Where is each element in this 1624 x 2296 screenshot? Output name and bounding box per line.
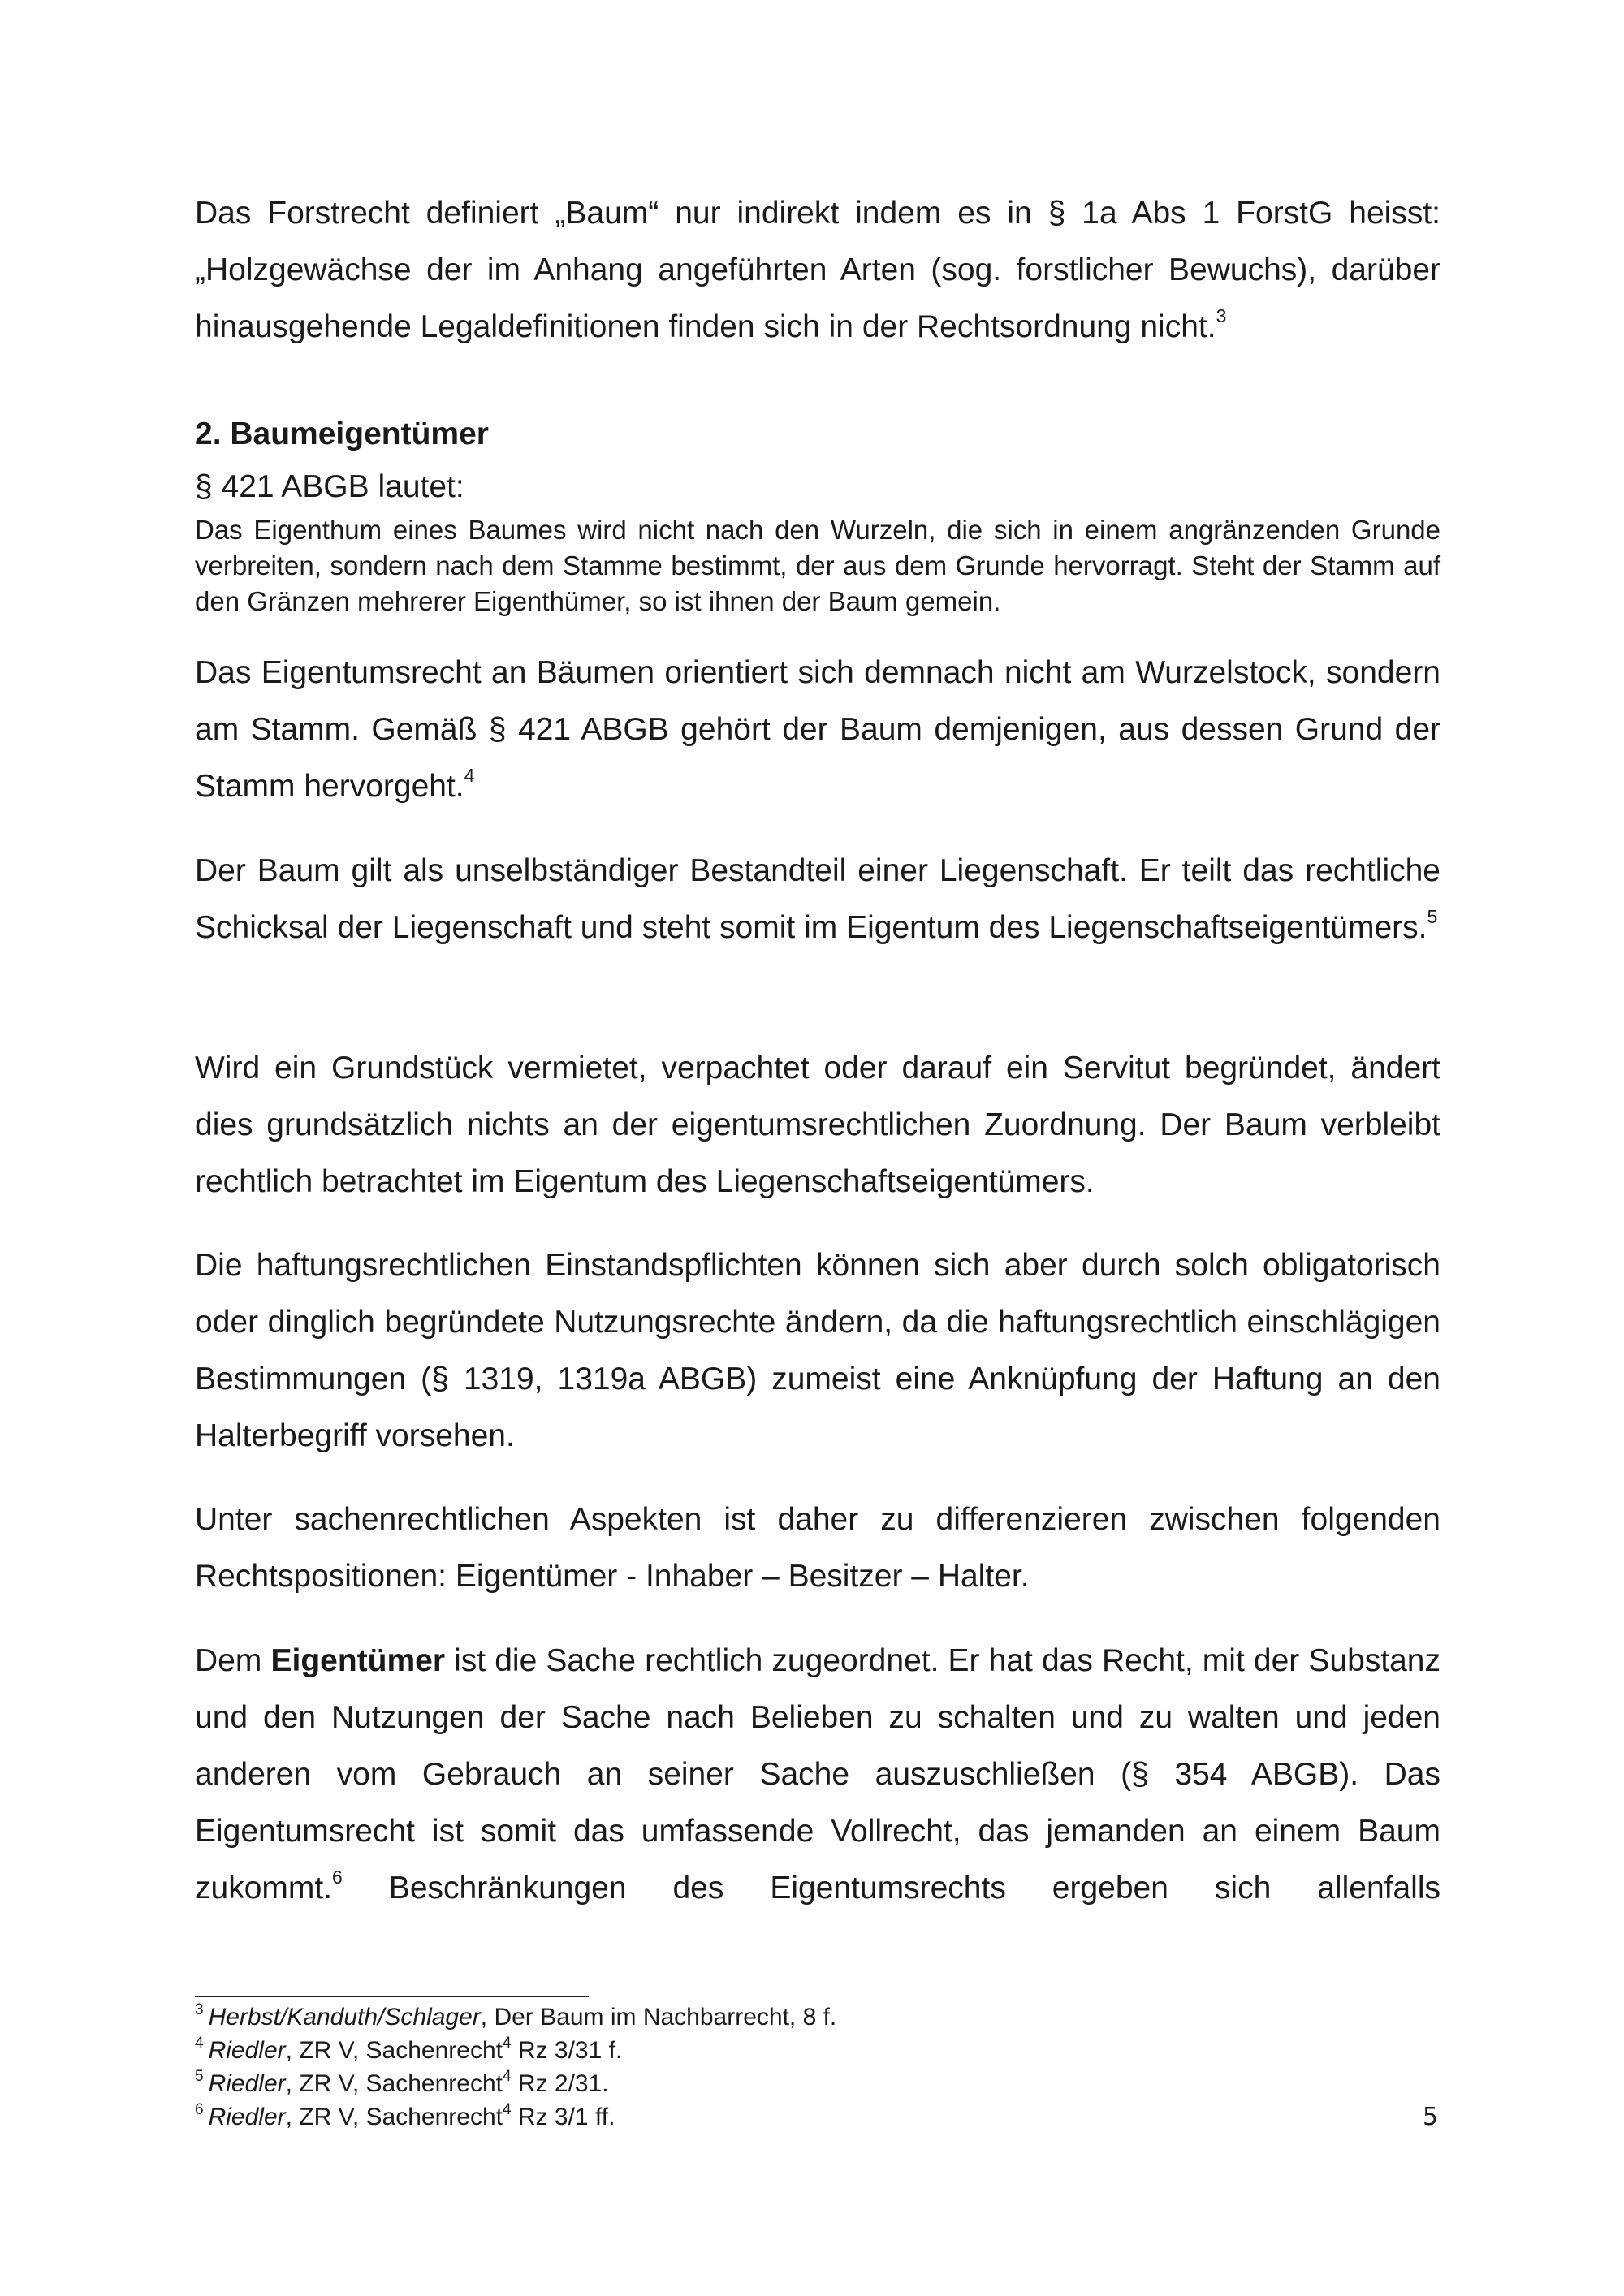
paragraph-4-text: Die haftungsrechtlichen Einstandspflichten können sich aber durch solch obligatorisch oder dinglich begründete Nutzungsrechte ändern, da die haftungsrechtlich einschlägigen Bestimmungen (§ 1319, 1319a ABGB) zumeist eine Anknüpfung der Haftung an den Halterbegriff vorsehen. bbox=[195, 1248, 1440, 1453]
intro-paragraph bbox=[195, 185, 1440, 356]
footnote-edition: 4 bbox=[503, 2068, 512, 2085]
footnote-ref-5[interactable]: 5 bbox=[1427, 906, 1438, 927]
footnote-locator: Rz 3/31 f. bbox=[511, 2037, 623, 2064]
footnote-6 bbox=[195, 2102, 1169, 2135]
footnote-ref-3[interactable]: 3 bbox=[1216, 305, 1227, 326]
footnote-number: 4 bbox=[195, 2035, 204, 2052]
footnote-source: , ZR V, Sachenrecht bbox=[285, 2070, 503, 2097]
paragraph-1-text bbox=[195, 645, 1440, 815]
footnote-5 bbox=[195, 2069, 1169, 2102]
footnote-edition: 4 bbox=[503, 2035, 512, 2052]
footnote-ref-6[interactable]: 6 bbox=[332, 1867, 343, 1888]
paragraph-4 bbox=[195, 1237, 1440, 1465]
paragraph-2 bbox=[195, 843, 1440, 956]
intro-line-3-text: hinausgehende Legaldefinitionen finden sich in der Rechtsordnung nicht. bbox=[195, 309, 1216, 344]
footnote-number: 6 bbox=[195, 2101, 204, 2118]
section-heading: 2. Baumeigentümer bbox=[195, 416, 489, 451]
footnote-author: Riedler bbox=[208, 2037, 286, 2064]
paragraph-2-body: Der Baum gilt als unselbständiger Bestandteil einer Liegenschaft. Er teilt das rechtliche Schicksal der Liegenschaft und steht somit im Eigentum des Liegenschaftseigentümers. bbox=[195, 853, 1440, 945]
footnote-source: , ZR V, Sachenrecht bbox=[285, 2104, 503, 2130]
footnote-edition: 4 bbox=[503, 2101, 512, 2118]
paragraph-2-text bbox=[195, 843, 1440, 956]
footnote-3 bbox=[195, 2002, 1169, 2035]
law-intro: § 421 ABGB lautet: bbox=[195, 469, 464, 504]
footnote-locator: Rz 2/31. bbox=[511, 2070, 609, 2097]
paragraph-5-text: Unter sachenrechtlichen Aspekten ist daher zu differenzieren zwischen folgenden Rechtspositionen: Eigentümer - Inhaber – Besitzer – Halter. bbox=[195, 1502, 1440, 1594]
footnote-source: , ZR V, Sachenrecht bbox=[285, 2037, 503, 2064]
law-quote: Das Eigenthum eines Baumes wird nicht nach den Wurzeln, die sich in einem angränzenden Grunde verbreiten, sondern nach dem Stamme bestimmt, der aus dem Grunde hervorragt. Steht der Stamm auf den Gränzen mehrerer Eigenthümer, so ist ihnen der Baum gemein. bbox=[195, 515, 1440, 616]
paragraph-6-lead: Dem bbox=[195, 1643, 271, 1678]
footnote-author: Herbst/Kanduth/Schlager bbox=[208, 2004, 481, 2031]
footnote-author: Riedler bbox=[208, 2104, 286, 2130]
paragraph-3 bbox=[195, 1040, 1440, 1211]
intro-line-1: Das Forstrecht definiert „Baum“ nur indirekt indem es in § 1a Abs 1 ForstG heisst: bbox=[195, 196, 1440, 231]
paragraph-5 bbox=[195, 1491, 1440, 1605]
intro-line-2: „Holzgewächse der im Anhang angeführten Arten (sog. forstlicher Bewuchs), darüber bbox=[195, 252, 1440, 287]
footnote-source: , Der Baum im Nachbarrecht, 8 f. bbox=[480, 2004, 837, 2031]
page-number: 5 bbox=[1423, 2103, 1439, 2131]
footnote-number: 5 bbox=[195, 2068, 204, 2085]
footnote-number: 3 bbox=[195, 2001, 204, 2018]
section-2 bbox=[195, 410, 1440, 619]
intro-line-3 bbox=[195, 299, 1440, 356]
paragraph-6-body-b: Beschränkungen des Eigentumsrechts ergeben sich allenfalls bbox=[342, 1871, 1440, 1905]
footnotes bbox=[195, 2002, 1169, 2135]
paragraph-1-body: Das Eigentumsrecht an Bäumen orientiert sich demnach nicht am Wurzelstock, sondern am Stamm. Gemäß § 421 ABGB gehört der Baum demjenigen, aus dessen Grund der Stamm hervorgeht. bbox=[195, 655, 1440, 804]
paragraph-1 bbox=[195, 645, 1440, 815]
footnote-locator: Rz 3/1 ff. bbox=[511, 2104, 615, 2130]
footnote-separator bbox=[195, 1996, 589, 1997]
paragraph-6-bold-term: Eigentümer bbox=[270, 1643, 446, 1678]
paragraph-6 bbox=[195, 1633, 1440, 1917]
footnote-ref-4[interactable]: 4 bbox=[464, 765, 475, 786]
paragraph-6-body-a: ist die Sache rechtlich zugeordnet. Er hat das Recht, mit der Substanz und den Nutzungen der Sache nach Belieben zu schalten und zu walten und jeden anderen vom Gebrauch an seiner Sache auszuschließen (§ 354 ABGB). Das Eigentumsrecht ist somit das umfassende Vollrecht, das jemanden an einem Baum zukommt. bbox=[195, 1643, 1440, 1905]
footnote-4 bbox=[195, 2035, 1169, 2069]
footnote-author: Riedler bbox=[208, 2070, 286, 2097]
paragraph-6-text bbox=[195, 1633, 1440, 1917]
paragraph-3-text: Wird ein Grundstück vermietet, verpachtet oder darauf ein Servitut begründet, ändert dies grundsätzlich nichts an der eigentumsrechtlichen Zuordnung. Der Baum verbleibt rechtlich betrachtet im Eigentum des Liegenschaftseigentümers. bbox=[195, 1051, 1440, 1199]
